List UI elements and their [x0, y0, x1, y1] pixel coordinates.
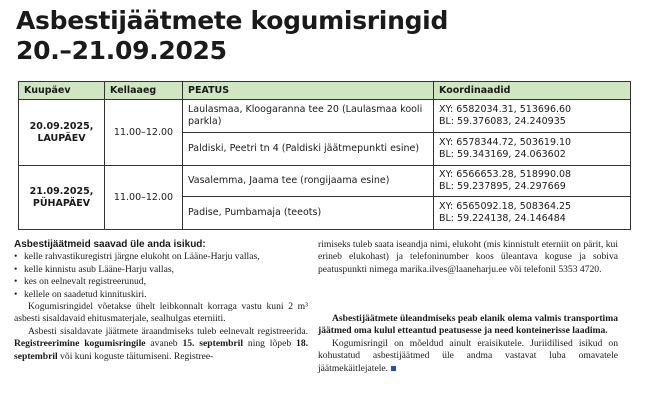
coord-cell	[434, 197, 631, 230]
text-column-left	[14, 239, 308, 363]
eligibility-heading: Asbestijäätmeid saavad üle anda isikud:	[14, 239, 206, 250]
list-item: • kes on eelnevalt registreerunud,	[14, 276, 308, 288]
transport-text: Asbestijäätmete üleandmiseks peab elanik olema valmis transportima jäätmed oma kulul etteantud peatusesse ja need konteinerisse laadima.	[318, 313, 618, 337]
stop-cell: Padise, Pumbamaja (teeots)	[183, 197, 434, 230]
coord-xy: XY: 6565092.18, 508364.25	[439, 201, 572, 212]
table-row	[19, 166, 631, 197]
day-value: LAUPÄEV	[37, 132, 86, 144]
coord-bl: BL: 59.376083, 24.240935	[439, 116, 566, 127]
reg-open-date: 15. septembril	[182, 338, 244, 350]
text-column-right	[318, 239, 618, 375]
private-persons-text: Kogumisringil on mõeldud ainult eraisikutele. Juriidilised isikud on kohustatud asbestijäätmed üle andma vastavat luba omavatele jäätmekäitlejatele.	[318, 337, 618, 374]
header-stop: PEATUS	[183, 82, 434, 100]
reg-rest: või kuni koguste täitumiseni. Registree-	[60, 350, 214, 362]
coord-bl: BL: 59.343169, 24.063602	[439, 149, 566, 160]
time-cell: 11.00–12.00	[105, 166, 183, 230]
date-value: 20.09.2025,	[29, 120, 94, 132]
coord-xy: XY: 6566653.28, 518990.08	[439, 169, 572, 180]
page-title	[16, 6, 636, 66]
registration-continued: rimiseks tuleb saata iseandja nimi, elukoht (mis kinnistult eterniit on pärit, kui erineb elukohast) ja telefoninumber koos üleantava koguse ja sobiva peatuspunkti nimega marika.ilves@laaneharju.ee või telefonil 5353 4720.	[318, 239, 618, 275]
date-value: 21.09.2025,	[29, 185, 94, 197]
coord-cell	[434, 133, 631, 166]
list-item: • kelle rahvastikuregistri järgne elukoht on Lääne-Harju vallas,	[14, 251, 308, 263]
list-item: • kellele on saadetud kinnituskiri.	[14, 289, 308, 301]
coord-bl: BL: 59.224138, 24.146484	[439, 213, 566, 224]
reg-end-date: 18. septembril	[14, 338, 309, 362]
title-line-2: 20.–21.09.2025	[16, 36, 227, 65]
reg-intro: Asbesti sisaldavate jäätmete äraandmiseks tuleb eelnevalt registreerida.	[28, 325, 308, 337]
reg-ends: ning lõpeb	[247, 338, 292, 350]
table-row	[19, 100, 631, 133]
stop-cell: Vasalemma, Jaama tee (rongijaama esine)	[183, 166, 434, 197]
date-cell	[19, 100, 105, 166]
eligibility-list	[14, 251, 308, 301]
date-cell	[19, 166, 105, 230]
stop-cell: Laulasmaa, Kloogaranna tee 20 (Laulasmaa kooli parkla)	[183, 100, 434, 133]
time-cell: 11.00–12.00	[105, 100, 183, 166]
quantity-paragraph: Kogumisringidel võetakse ühelt leibkonnalt korraga vastu kuni 2 m³ asbesti sisaldavaid ehitusmaterjale, sealhulgas eterniiti.	[14, 301, 308, 325]
schedule-table	[18, 81, 631, 230]
reg-opens: avaneb	[150, 338, 178, 350]
stop-cell: Paldiski, Peetri tn 4 (Paldiski jäätmepunkti esine)	[183, 133, 434, 166]
registration-paragraph	[14, 326, 308, 363]
private-persons-paragraph	[318, 338, 618, 375]
end-mark-icon	[391, 366, 396, 371]
title-line-1: Asbestijäätmete kogumisringid	[16, 6, 449, 35]
header-coords: Koordinaadid	[434, 82, 631, 100]
header-time: Kellaaeg	[105, 82, 183, 100]
coord-cell	[434, 100, 631, 133]
transport-paragraph	[318, 313, 618, 338]
table-header-row	[19, 82, 631, 100]
coord-bl: BL: 59.237895, 24.297669	[439, 181, 566, 192]
coord-xy: XY: 6578344.72, 503619.10	[439, 137, 572, 148]
reg-bold: Registreerimine kogumisringile	[14, 338, 146, 350]
list-item: • kelle kinnistu asub Lääne-Harju vallas,	[14, 264, 308, 276]
coord-cell	[434, 166, 631, 197]
header-date: Kuupäev	[19, 82, 105, 100]
coord-xy: XY: 6582034.31, 513696.60	[439, 104, 572, 115]
day-value: PÜHAPÄEV	[32, 197, 91, 209]
